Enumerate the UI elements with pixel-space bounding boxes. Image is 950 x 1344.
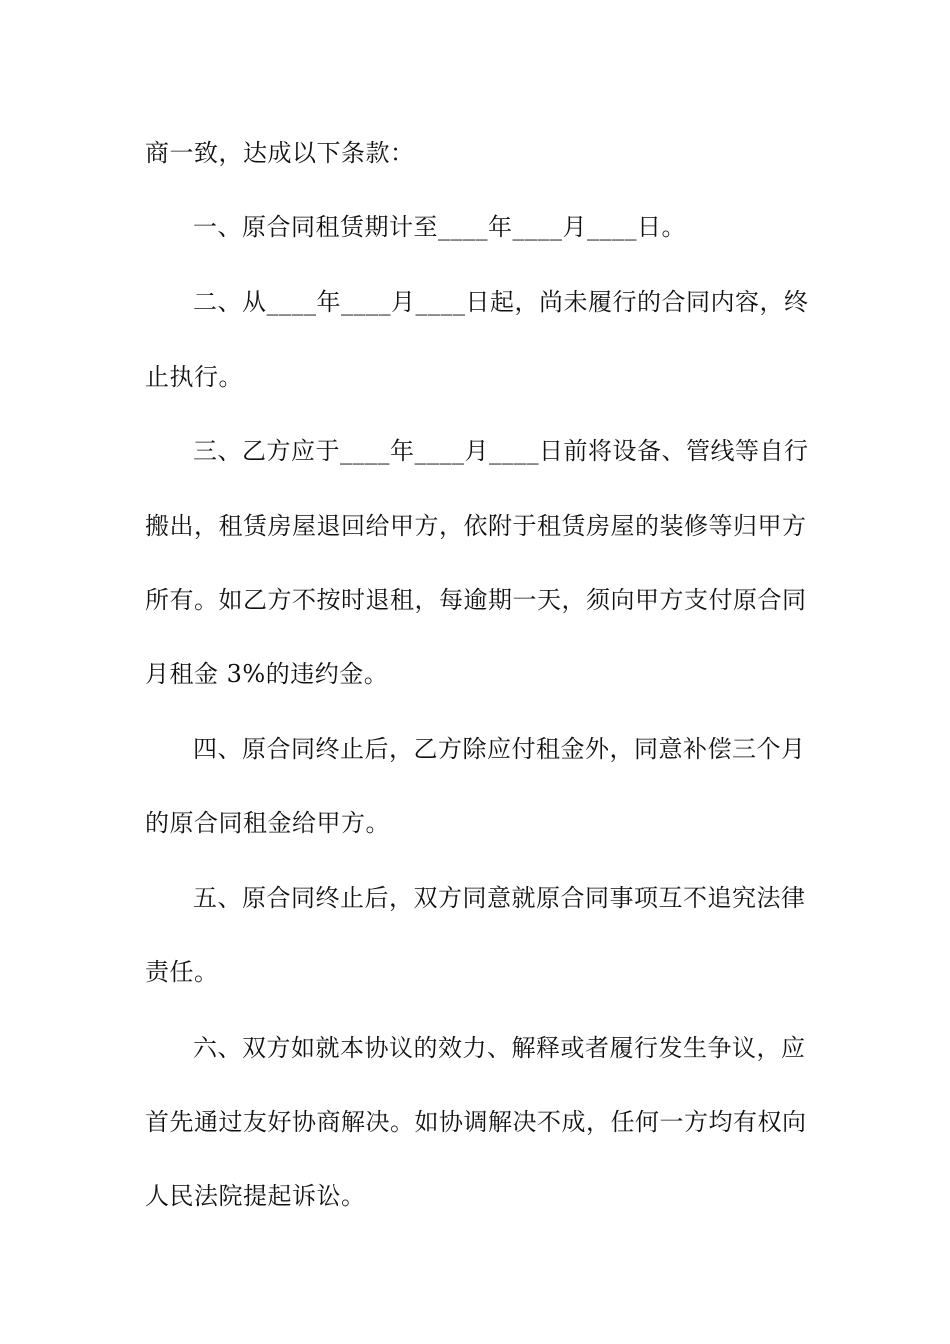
clause-5-line: 五、原合同终止后，双方同意就原合同事项互不追究法律 [193,884,806,912]
clause-4-line: 四、原合同终止后，乙方除应付租金外，同意补偿三个月 [193,735,806,763]
clause-3-continuation: 所有。如乙方不按时退租，每逾期一天，须向甲方支付原合同 [145,586,807,614]
clause-1-line: 一、原合同租赁期计至____年____月____日。 [193,213,686,241]
clause-6-line: 六、双方如就本协议的效力、解释或者履行发生争议，应 [193,1034,806,1062]
paragraph-line: 商一致，达成以下条款： [145,139,415,167]
clause-4-continuation: 的原合同租金给甲方。 [145,809,390,837]
clause-3-line: 三、乙方应于____年____月____日前将设备、管线等自行 [193,437,809,465]
clause-5-continuation: 责任。 [145,958,219,986]
clause-2-line: 二、从____年____月____日起，尚未履行的合同内容，终 [193,288,809,316]
clause-2-continuation: 止执行。 [145,363,243,391]
clause-6-continuation: 人民法院提起诉讼。 [145,1182,366,1210]
clause-3-continuation: 月租金 3%的违约金。 [145,660,389,688]
clause-6-continuation: 首先通过友好协商解决。如协调解决不成，任何一方均有权向 [145,1108,807,1136]
clause-3-continuation: 搬出，租赁房屋退回给甲方，依附于租赁房屋的装修等归甲方 [145,512,807,540]
